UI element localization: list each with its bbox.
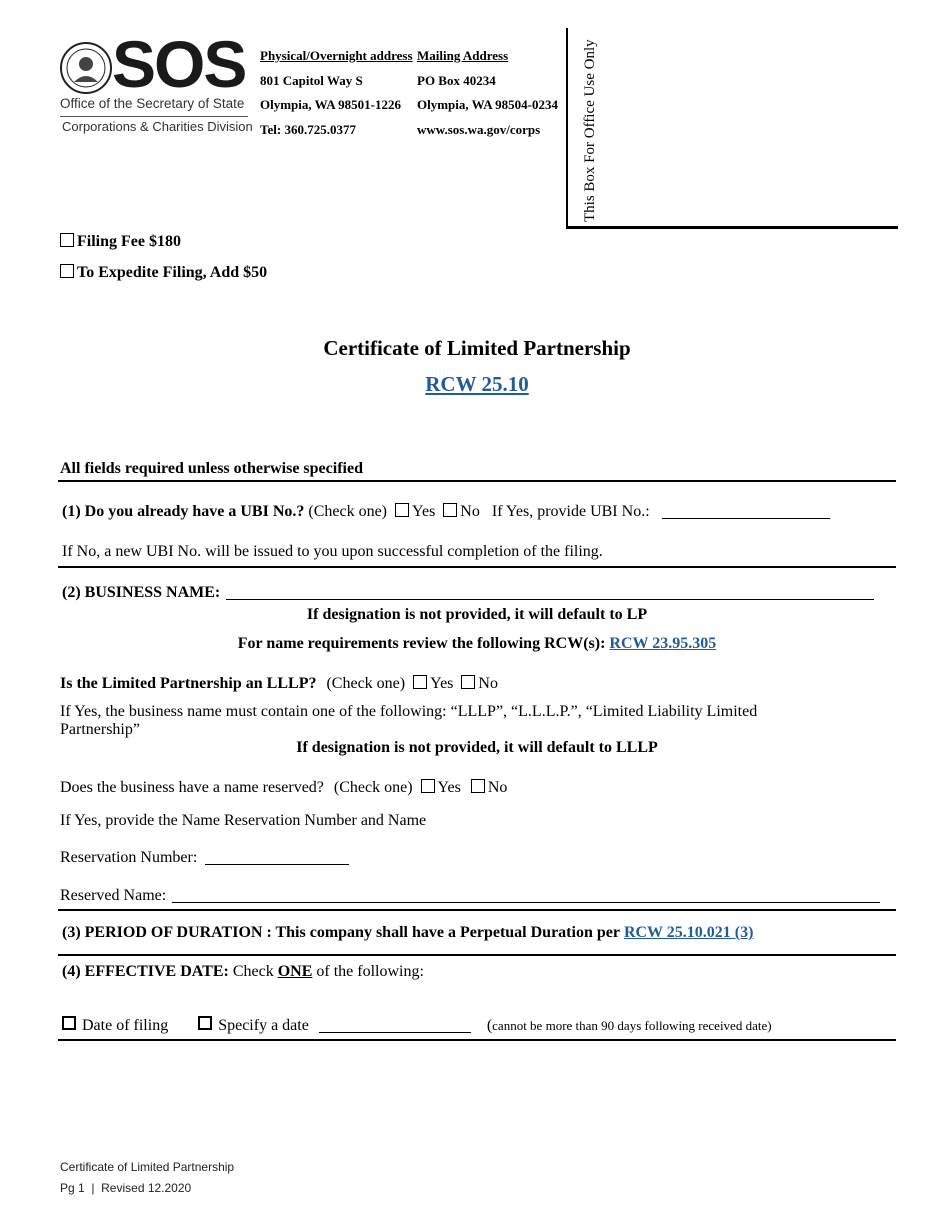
lllp-row — [60, 675, 498, 693]
date-of-filing-checkbox[interactable] — [62, 1016, 76, 1030]
section-4-row — [62, 963, 424, 981]
reserved-yes-label: Yes — [437, 779, 461, 796]
name-requirements-row — [58, 635, 896, 653]
reserved-yes-checkbox[interactable] — [421, 779, 435, 793]
specify-date-field[interactable] — [319, 1017, 471, 1033]
reserved-name-row — [60, 887, 880, 905]
division-name: Corporations & Charities Division — [62, 119, 253, 134]
ubi-note: If No, a new UBI No. will be issued to you upon successful completion of the filing. — [62, 543, 603, 560]
effective-date-check: Check — [232, 963, 274, 980]
date-note: cannot be more than 90 days following received date) — [492, 1018, 772, 1033]
lllp-yes-checkbox[interactable] — [413, 675, 427, 689]
effective-date-label: (4) EFFECTIVE DATE: — [62, 963, 229, 980]
logo-divider — [60, 116, 248, 117]
footer-page-info: Pg 1 | Revised 12.2020 — [60, 1181, 192, 1195]
ubi-no-label: No — [460, 503, 480, 520]
rule-1 — [58, 480, 896, 482]
reserved-no-checkbox[interactable] — [471, 779, 485, 793]
expedite-label: To Expedite Filing, Add $50 — [77, 264, 268, 281]
lllp-check-one: (Check one) — [326, 675, 406, 692]
rcw-23-95-305-link[interactable]: RCW 23.95.305 — [609, 635, 717, 652]
effective-date-one: ONE — [277, 963, 313, 980]
reserved-no-label: No — [487, 779, 508, 796]
physical-address-block — [260, 44, 413, 142]
ubi-yes-label: Yes — [412, 503, 436, 520]
ubi-check-one: (Check one) — [308, 503, 388, 520]
required-note: All fields required unless otherwise specified — [60, 460, 363, 477]
website: www.sos.wa.gov/corps — [417, 121, 541, 137]
rcw-25-10-021-link[interactable]: RCW 25.10.021 (3) — [623, 924, 754, 941]
date-note-paren: ( — [486, 1017, 493, 1034]
reservation-number-row — [60, 849, 349, 867]
filing-fee-row — [60, 233, 181, 251]
footer-doc-name: Certificate of Limited Partnership — [60, 1160, 235, 1174]
office-name: Office of the Secretary of State — [60, 96, 245, 111]
rule-4 — [58, 954, 896, 956]
lllp-question: Is the Limited Partnership an LLLP? — [60, 675, 317, 692]
ubi-yes-checkbox[interactable] — [395, 503, 409, 517]
filing-fee-checkbox[interactable] — [60, 233, 74, 247]
physical-street: 801 Capitol Way S — [260, 72, 363, 88]
name-requirements-text: For name requirements review the following RCW(s): — [237, 635, 606, 652]
lllp-no-checkbox[interactable] — [461, 675, 475, 689]
reserved-name-label: Reserved Name: — [60, 887, 167, 904]
expedite-checkbox[interactable] — [60, 264, 74, 278]
reservation-number-field[interactable] — [205, 849, 349, 865]
lp-default-note: If designation is not provided, it will default to LP — [306, 606, 648, 623]
mailing-address-block — [417, 44, 558, 142]
rcw-title-link[interactable]: RCW 25.10 — [425, 372, 529, 396]
rule-5 — [58, 1039, 896, 1041]
reserved-name-field[interactable] — [172, 887, 880, 903]
ubi-if-yes-label: If Yes, provide UBI No.: — [491, 503, 650, 520]
sos-logo — [60, 27, 255, 140]
reservation-number-label: Reservation Number: — [60, 849, 198, 866]
rule-2 — [58, 566, 896, 568]
rule-3 — [58, 909, 896, 911]
ubi-number-field[interactable] — [662, 503, 830, 519]
specify-date-label: Specify a date — [218, 1017, 309, 1034]
business-name-field[interactable] — [226, 584, 874, 600]
physical-city: Olympia, WA 98501-1226 — [260, 97, 401, 112]
expedite-row — [60, 264, 267, 282]
reserved-check-one: (Check one) — [333, 779, 413, 796]
office-use-label: This Box For Office Use Only — [582, 39, 598, 222]
lllp-yes-label: Yes — [430, 675, 454, 692]
ubi-no-checkbox[interactable] — [443, 503, 457, 517]
office-use-box — [566, 28, 898, 229]
section-1-row — [62, 503, 830, 521]
mailing-po-box: PO Box 40234 — [417, 72, 496, 88]
specify-date-checkbox[interactable] — [198, 1016, 212, 1030]
lllp-no-label: No — [478, 675, 498, 692]
filing-fee-label: Filing Fee $180 — [77, 233, 181, 250]
reserved-question: Does the business have a name reserved? — [60, 779, 324, 796]
reserved-note: If Yes, provide the Name Reservation Number and Name — [60, 812, 427, 829]
effective-date-options — [62, 1016, 772, 1035]
section-3-row — [62, 924, 753, 942]
section-2-row — [62, 584, 874, 602]
business-name-label: (2) BUSINESS NAME: — [62, 584, 221, 601]
ubi-question: (1) Do you already have a UBI No.? — [62, 503, 305, 520]
effective-date-following: of the following: — [316, 963, 424, 980]
lllp-default-note: If designation is not provided, it will default to LLLP — [296, 739, 658, 756]
mailing-address-label: Mailing Address — [417, 48, 509, 63]
phone-number: Tel: 360.725.0377 — [260, 121, 356, 137]
mailing-city: Olympia, WA 98504-0234 — [417, 97, 558, 112]
title-rcw-row — [58, 372, 896, 397]
physical-address-label: Physical/Overnight address — [260, 48, 413, 63]
duration-text: (3) PERIOD OF DURATION : This company shall have a Perpetual Duration per — [62, 924, 620, 941]
lllp-note: If Yes, the business name must contain one of the following: “LLLP”, “L.L.L.P.”, “Limited Liability Limited Partnership” — [60, 703, 758, 738]
date-of-filing-label: Date of filing — [82, 1017, 169, 1034]
logo-wordmark: SOS — [112, 27, 246, 101]
page-title: Certificate of Limited Partnership — [323, 336, 631, 360]
reserved-row — [60, 779, 507, 797]
state-seal-icon — [60, 42, 112, 94]
